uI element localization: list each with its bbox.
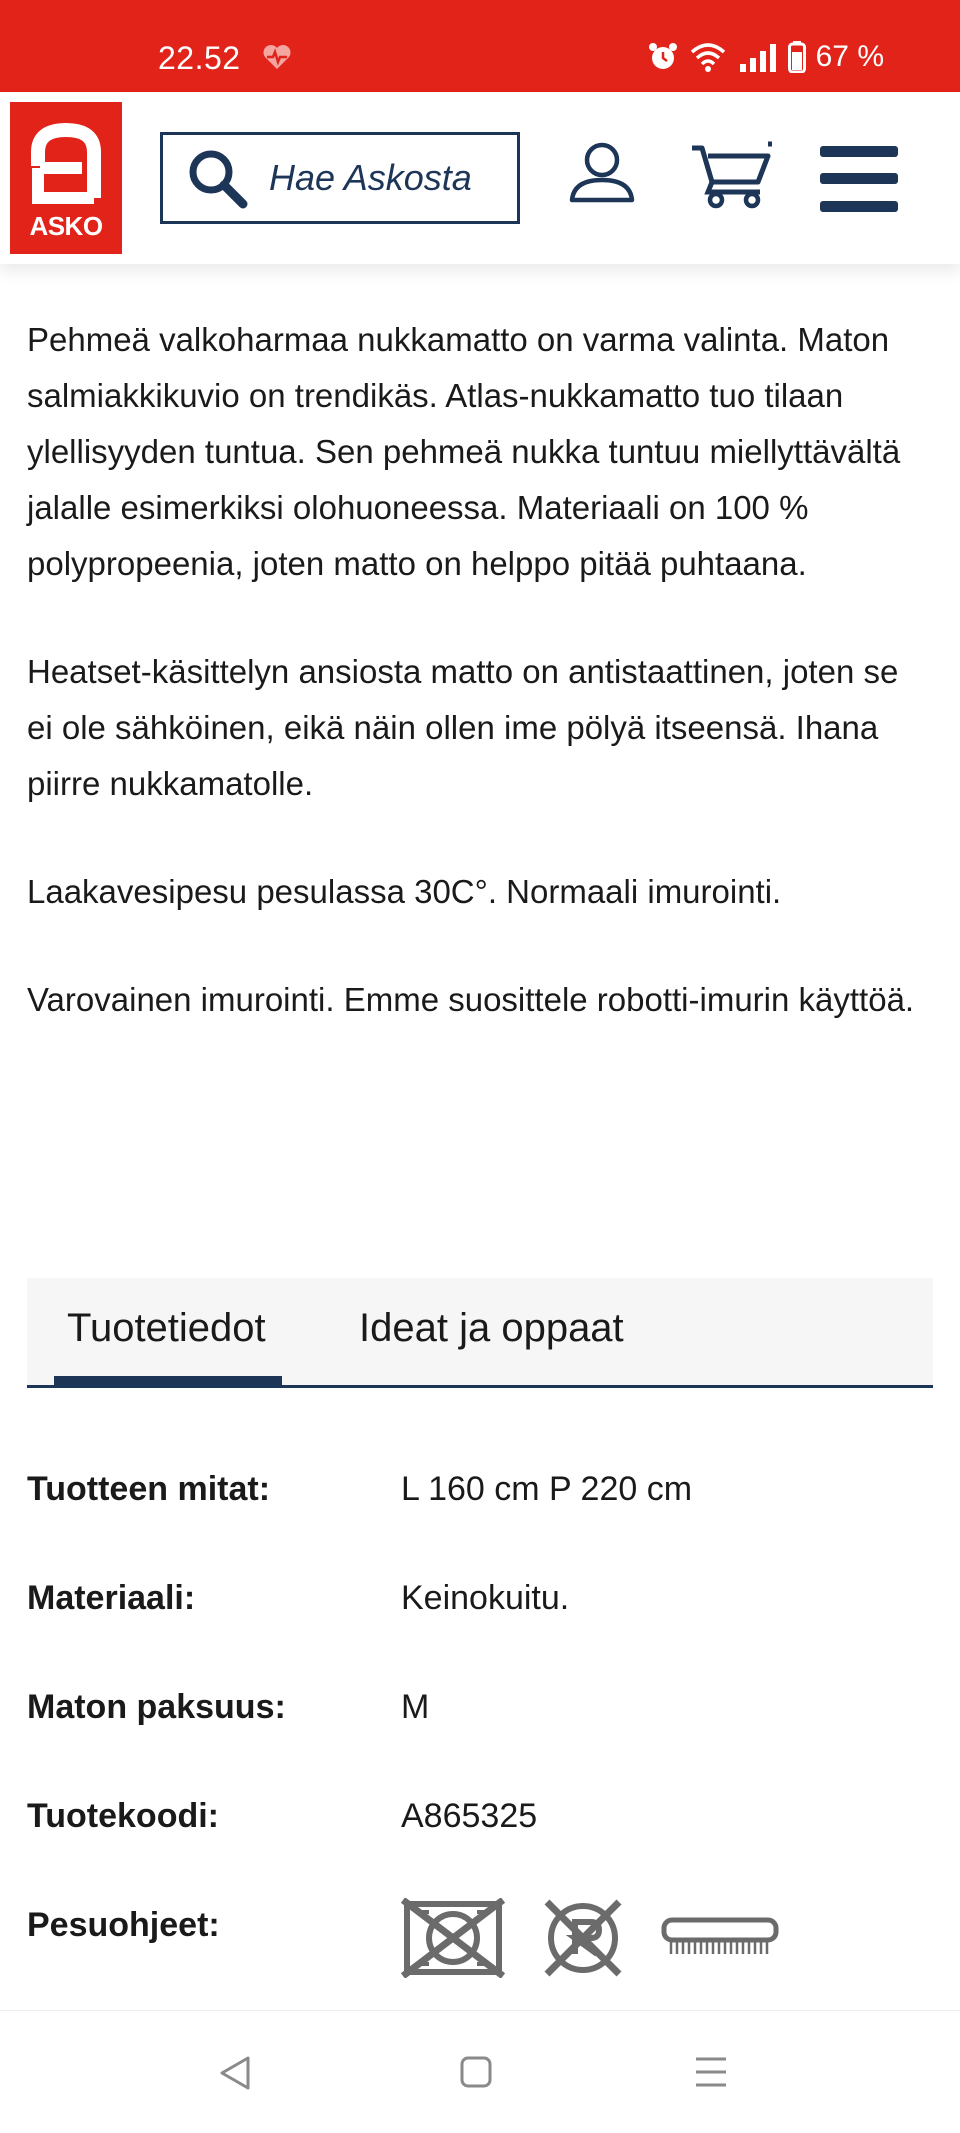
spec-label: Tuotekoodi: xyxy=(27,1797,219,1835)
spec-row xyxy=(27,1787,933,1896)
status-bar xyxy=(0,0,960,92)
cart-icon[interactable] xyxy=(688,138,774,210)
description-paragraph: Varovainen imurointi. Emme suosittele robotti-imurin käyttöä. xyxy=(27,981,915,1018)
do-not-tumble-dry-icon xyxy=(401,1898,505,1978)
spec-label: Materiaali: xyxy=(27,1579,196,1617)
status-indicators xyxy=(648,40,884,74)
user-icon[interactable] xyxy=(566,138,638,210)
spec-label: Pesuohjeet: xyxy=(27,1906,220,1944)
status-time: 22.52 xyxy=(158,40,241,76)
asko-logo-mark-icon xyxy=(10,102,122,212)
spec-row xyxy=(27,1460,933,1569)
product-tabs xyxy=(27,1278,933,1388)
spec-row xyxy=(27,1569,933,1678)
asko-logo[interactable] xyxy=(10,102,122,254)
spec-value: Keinokuitu. xyxy=(401,1579,570,1617)
alarm-icon xyxy=(648,42,678,72)
spec-label: Maton paksuus: xyxy=(27,1688,286,1726)
product-specs xyxy=(27,1460,933,2005)
care-icons xyxy=(401,1896,779,1980)
hamburger-menu-icon[interactable] xyxy=(820,146,898,212)
spec-value: M xyxy=(401,1688,430,1726)
spec-row-care xyxy=(27,1896,933,2005)
site-header xyxy=(0,92,960,264)
search-box[interactable] xyxy=(160,132,520,224)
recents-lines-icon[interactable] xyxy=(694,2055,728,2089)
tab-ideat-ja-oppaat[interactable]: Ideat ja oppaat xyxy=(359,1306,624,1350)
search-placeholder: Hae Askosta xyxy=(269,157,472,198)
spec-row xyxy=(27,1678,933,1787)
spec-label: Tuotteen mitat: xyxy=(27,1470,271,1508)
home-square-icon[interactable] xyxy=(459,2055,493,2089)
logo-text: ASKO xyxy=(29,211,103,241)
battery-percent: 67 % xyxy=(815,40,884,73)
description-paragraph: Heatset-käsittelyn ansiosta matto on antistaattinen, joten se ei ole sähköinen, eikä näin ollen ime pölyä itseensä. Ihana piirre nukkamatolle. xyxy=(27,653,899,802)
wifi-icon xyxy=(688,42,728,72)
do-not-dry-clean-icon xyxy=(541,1896,625,1980)
search-icon[interactable] xyxy=(185,146,249,210)
description-paragraph: Pehmeä valkoharmaa nukkamatto on varma valinta. Maton salmiakkikuvio on trendikäs. Atlas-nukkamatto tuo tilaan ylellisyyden tuntua. Sen pehmeä nukka tuntuu miellyttävältä jalalle esimerkiksi olohuoneessa. Materiaali on 100 % polypropeenia, joten matto on helppo pitää puhtaana. xyxy=(27,321,901,582)
back-triangle-icon[interactable] xyxy=(218,2055,252,2091)
signal-icon xyxy=(738,42,778,72)
battery-icon xyxy=(788,41,806,73)
active-tab-indicator xyxy=(54,1376,282,1388)
do-not-iron-icon xyxy=(661,1916,779,1960)
spec-value: L 160 cm P 220 cm xyxy=(401,1470,693,1508)
description-paragraph: Laakavesipesu pesulassa 30C°. Normaali imurointi. xyxy=(27,873,782,910)
system-navigation-bar xyxy=(0,2010,960,2133)
spec-value: A865325 xyxy=(401,1797,538,1835)
product-description xyxy=(27,312,927,1080)
health-heart-icon xyxy=(262,44,292,70)
tab-tuotetiedot[interactable]: Tuotetiedot xyxy=(67,1306,266,1350)
